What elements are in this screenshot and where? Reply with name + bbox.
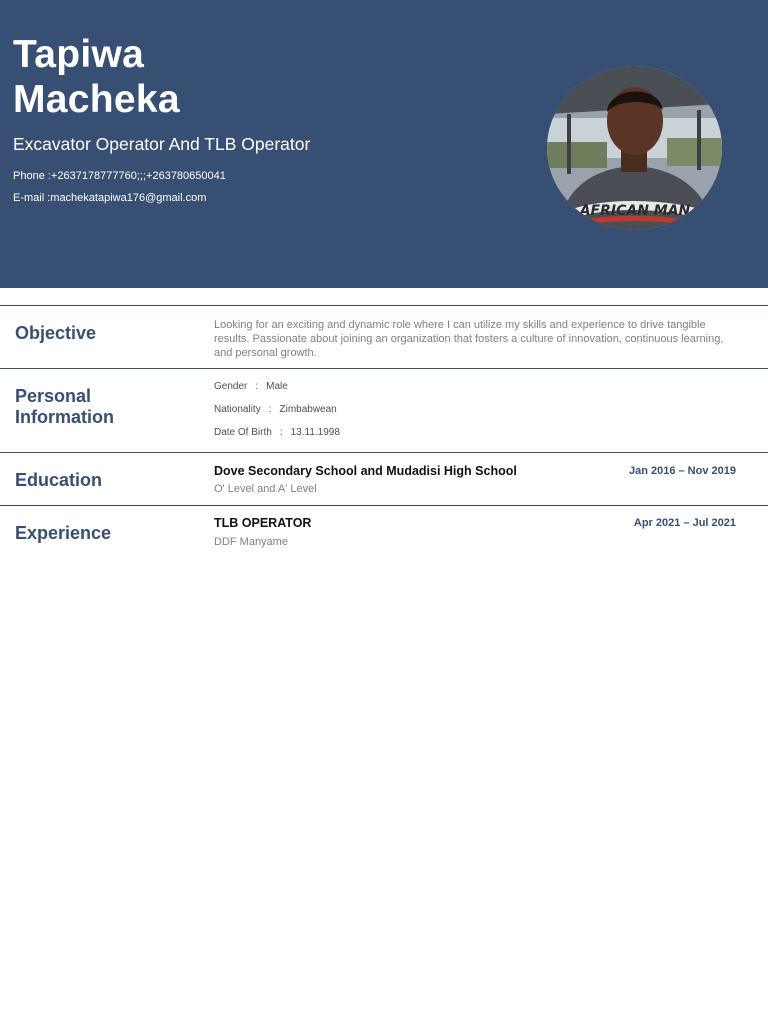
experience-employer: DDF Manyame: [214, 536, 288, 548]
education-dates: Jan 2016 – Nov 2019: [628, 465, 736, 477]
resume-header: [0, 0, 768, 288]
gender-row: [214, 381, 288, 392]
profile-photo: [547, 66, 722, 230]
last-name: Macheka: [13, 78, 180, 121]
phone-text: Phone :+2637178777760;;;+263780650041: [13, 170, 226, 182]
candidate-name: [13, 32, 180, 122]
personal-info-heading: [15, 386, 114, 428]
objective-section: [0, 305, 768, 368]
education-heading: Education: [15, 470, 103, 490]
dob-separator: :: [279, 427, 283, 438]
gender-separator: :: [255, 381, 259, 392]
objective-text: Looking for an exciting and dynamic role where I can utilize my skills and experience to drive tangible results. Passionate about joining an organization that fosters a culture of innovation, continuous learning, and personal growth.: [214, 319, 724, 359]
experience-dates: Apr 2021 – Jul 2021: [633, 517, 736, 529]
email-text: E-mail :machekatapiwa176@gmail.com: [13, 192, 207, 204]
gender-value: Male: [266, 381, 288, 392]
personal-info-section: [0, 368, 768, 453]
education-section: [0, 452, 768, 505]
experience-role: TLB OPERATOR: [214, 516, 312, 530]
experience-heading: Experience: [15, 523, 112, 543]
education-school: Dove Secondary School and Mudadisi High School: [214, 464, 517, 478]
nationality-value: Zimbabwean: [279, 404, 337, 415]
job-title: Excavator Operator And TLB Operator: [13, 134, 311, 154]
dob-label: Date Of Birth: [214, 427, 272, 438]
gender-label: Gender: [214, 381, 248, 392]
first-name: Tapiwa: [13, 33, 145, 76]
shirt-print-text: AFRICAN MAN: [579, 203, 691, 219]
personal-info-heading-line1: Personal: [15, 386, 92, 406]
personal-info-heading-line2: Information: [15, 407, 114, 427]
nationality-separator: :: [268, 404, 272, 415]
education-level: O' Level and A' Level: [214, 483, 317, 495]
profile-photo-illustration: [547, 66, 722, 230]
dob-value: 13.11.1998: [290, 427, 340, 438]
experience-section: [0, 505, 768, 566]
dob-row: [214, 427, 340, 438]
objective-heading: Objective: [15, 323, 97, 343]
nationality-label: Nationality: [214, 404, 261, 415]
nationality-row: [214, 404, 337, 415]
